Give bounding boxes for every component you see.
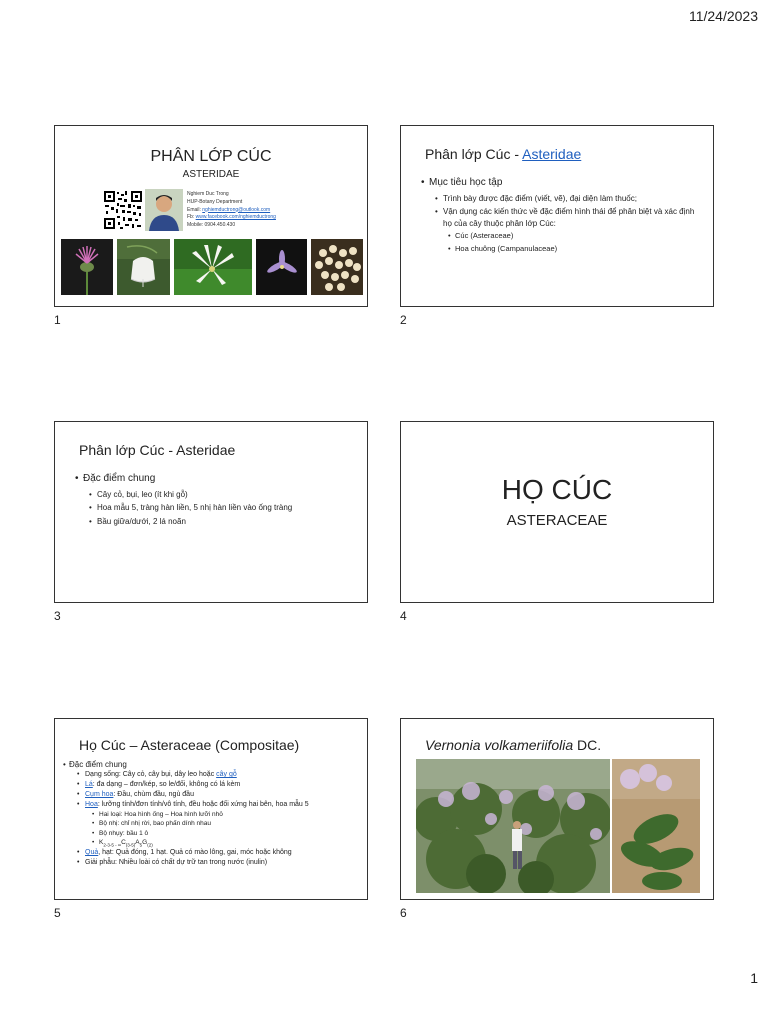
item-text: Bộ nhụy: bầu 1 ô xyxy=(99,829,149,837)
slide-number: 1 xyxy=(54,313,61,327)
slide-title: Họ Cúc – Asteraceae (Compositae) xyxy=(79,737,300,753)
item-link[interactable]: Lá xyxy=(85,781,93,789)
slide-title: Phân lớp Cúc - Asteridae xyxy=(425,146,582,162)
slide-3[interactable] xyxy=(54,421,368,603)
email-label: Email: xyxy=(187,206,203,213)
slide-subtitle: ASTERIDAE xyxy=(182,169,240,180)
document-date: 11/24/2023 xyxy=(688,8,758,24)
slide-number: 2 xyxy=(400,313,407,327)
slide-title: Vernonia volkameriifolia DC. xyxy=(425,737,602,753)
formula-part: C xyxy=(121,838,126,846)
asteridae-link[interactable]: Asteridae xyxy=(522,146,582,162)
facebook-label: Fb: xyxy=(187,214,196,221)
page-number: 1 xyxy=(750,970,758,986)
author-name: Nghiem Duc Trong xyxy=(187,191,229,197)
slide-subtitle: ASTERACEAE xyxy=(506,512,608,529)
slide-4[interactable] xyxy=(400,421,714,603)
avatar xyxy=(145,189,183,231)
slide-number: 6 xyxy=(400,906,407,920)
bellflower-photo xyxy=(117,239,170,295)
list-item: • Bầu giữa/dưới, 2 lá noãn xyxy=(75,516,359,528)
slide-title: Phân lớp Cúc - Asteridae xyxy=(79,442,236,458)
item-link[interactable]: Cụm hoa xyxy=(85,791,114,799)
item-text: : lưỡng tính/đơn tính/vô tính, đều hoặc đối xứng hai bên, hoa mẫu 5 xyxy=(97,801,309,809)
list-item: • Mục tiêu học tập xyxy=(421,176,701,191)
slide-title: HỌ CÚC xyxy=(501,474,613,505)
facebook-link[interactable]: www.facebook.com/nghiemductrong xyxy=(195,214,276,221)
slide-2[interactable] xyxy=(400,125,714,307)
vernonia-branch-photo xyxy=(612,759,700,893)
list-item: • Hoa chuông (Campanulaceae) xyxy=(421,244,701,255)
list-item xyxy=(63,810,363,819)
item-text: , hạt: Quả đóng, 1 hạt. Quả có mào lông, gai, móc hoặc không xyxy=(98,849,292,857)
item-link[interactable]: cây gỗ xyxy=(216,771,237,779)
list-item xyxy=(63,858,363,868)
formula-sub: (2) xyxy=(147,842,153,848)
slide-number: 4 xyxy=(400,609,407,623)
slide-number: 5 xyxy=(54,906,61,920)
vernonia-shrub-photo xyxy=(416,759,610,893)
list-item: • Đặc điểm chung xyxy=(75,472,359,487)
bullet-list xyxy=(421,176,701,255)
email-link[interactable]: nghiemductrong@outlook.com xyxy=(202,206,271,213)
list-item: • Cây cỏ, bụi, leo (ít khi gỗ) xyxy=(75,489,359,501)
item-text: K xyxy=(99,838,104,846)
list-item xyxy=(63,770,363,780)
list-item: • Vận dụng các kiến thức về đặc điểm hình thái để phân biệt và xác định họ của cây thuộc phân lớp Cúc: xyxy=(421,206,701,229)
author-info xyxy=(187,191,276,230)
formula-sub: 5 xyxy=(139,842,143,848)
author-mobile: Mobile: 0904.450.430 xyxy=(187,222,236,228)
formula-part: A xyxy=(135,838,140,846)
slide-number: 3 xyxy=(54,609,61,623)
item-link[interactable]: Hoa xyxy=(85,801,98,809)
list-item xyxy=(63,790,363,800)
list-item xyxy=(63,780,363,790)
list-item xyxy=(63,819,363,828)
author-dept: HUP-Botany Department xyxy=(187,198,243,205)
item-text: Hai loại: Hoa hình ống – Hoa hình lưỡi nhỏ xyxy=(99,811,223,819)
list-item: • Cúc (Asteraceae) xyxy=(421,231,701,242)
formula-sub: (3-5) xyxy=(125,842,136,848)
item-text: : đa dạng – đơn/kép, so le/đối, không có lá kèm xyxy=(92,781,241,789)
qr-code-icon xyxy=(103,190,143,230)
slide-title: PHÂN LỚP CÚC xyxy=(150,148,272,165)
item-text: Giải phẫu: Nhiều loài có chất dự trữ tan trong nước (inulin) xyxy=(85,859,268,867)
list-item xyxy=(63,838,363,849)
slide-6[interactable] xyxy=(400,718,714,900)
list-item: • Hoa mẫu 5, tràng hàn liền, 5 nhị hàn liền vào ống tràng xyxy=(75,502,359,514)
thistle-flower-photo xyxy=(61,239,113,295)
item-link[interactable]: Quả xyxy=(85,849,99,857)
slide-1[interactable] xyxy=(54,125,368,307)
list-item: • Trình bày được đặc điểm (viết, vẽ), đại diện làm thuốc; xyxy=(421,193,701,205)
list-item xyxy=(63,848,363,858)
yarrow-flower-photo xyxy=(311,239,363,295)
list-item: • Đặc điểm chung xyxy=(63,759,363,770)
slide-5[interactable] xyxy=(54,718,368,900)
formula-part: G xyxy=(142,838,148,846)
white-flower-photo xyxy=(174,239,252,295)
item-text: : Đầu, chùm đầu, ngù đầu xyxy=(113,791,194,799)
list-item xyxy=(63,800,363,810)
item-text: Bộ nhị: chỉ nhị rời, bao phấn dính nhau xyxy=(99,820,211,828)
bullet-list xyxy=(63,759,363,868)
list-item xyxy=(63,829,363,838)
purple-flower-photo xyxy=(256,239,307,295)
formula-sub: 2-3-5 - ∞ xyxy=(103,842,122,848)
item-text: Dạng sống: Cây cỏ, cây bụi, dây leo hoặc xyxy=(85,771,217,779)
bullet-list xyxy=(75,472,359,527)
